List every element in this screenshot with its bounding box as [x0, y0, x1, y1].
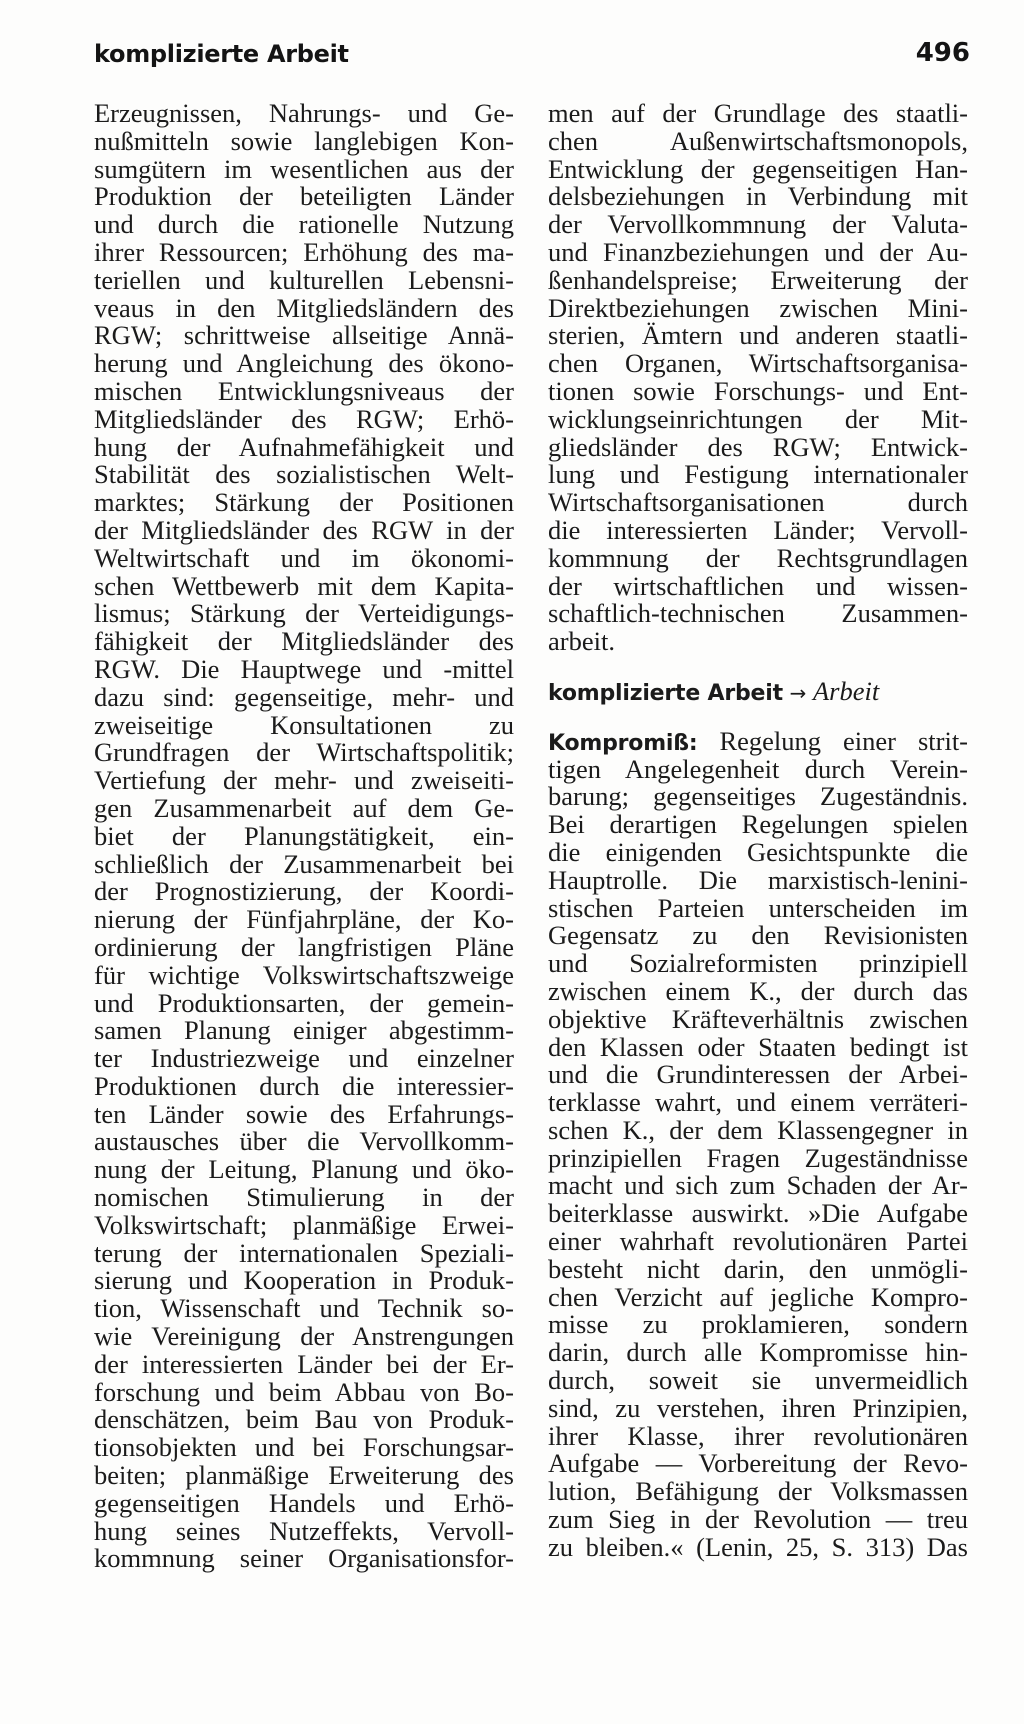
- text-line: Vertiefung der mehr- und zweiseiti-: [94, 765, 514, 796]
- text-line: die einigenden Gesichtspunkte die: [548, 836, 968, 867]
- text-line: Produktion der beteiligten Länder: [94, 181, 514, 212]
- text-line: und Finanzbeziehungen und der Au-: [548, 236, 968, 267]
- text-line: arbeit.: [548, 626, 615, 657]
- text-line: Wirtschaftsorganisationen durch: [548, 487, 968, 518]
- crossref-arrow-icon: →: [789, 680, 807, 705]
- text-line: stischen Parteien unterscheiden im: [548, 892, 968, 923]
- text-line: der Mitgliedsländer des RGW in der: [94, 514, 514, 545]
- text-line: lution, Befähigung der Volksmassen: [548, 1476, 968, 1507]
- text-line: der Vervollkommnung der Valuta-: [548, 209, 968, 240]
- text-line: der interessierten Länder bei der Er-: [94, 1348, 514, 1379]
- text-line: sumgütern im wesentlichen aus der: [94, 153, 514, 184]
- text-line: terung der internationalen Speziali-: [94, 1237, 514, 1268]
- text-line: schen K., der dem Klassengegner in: [548, 1114, 968, 1145]
- text-line: sind, zu verstehen, ihren Prinzipien,: [548, 1392, 968, 1423]
- text-line: Bei derartigen Regelungen spielen: [548, 809, 968, 840]
- text-line: ßenhandelspreise; Erweiterung der: [548, 264, 968, 295]
- text-line: austausches über die Vervollkomm-: [94, 1126, 514, 1157]
- text-line: einer wahrhaft revolutionären Partei: [548, 1226, 968, 1257]
- crossref-term: komplizierte Arbeit: [548, 680, 783, 706]
- text-line: Hauptrolle. Die marxistisch-lenini-: [548, 864, 968, 895]
- text-line: biet der Planungstätigkeit, ein-: [94, 820, 514, 851]
- text-line: gliedsländer des RGW; Entwick-: [548, 431, 968, 462]
- text-line: nußmitteln sowie langlebigen Kon-: [94, 125, 514, 156]
- text-line: zweiseitige Konsultationen zu: [94, 709, 514, 740]
- text-line: barung; gegenseitiges Zugeständnis.: [548, 781, 968, 812]
- page-number: 496: [915, 38, 970, 68]
- text-line: Grundfragen der Wirtschaftspolitik;: [94, 737, 514, 768]
- text-line: Direktbeziehungen zwischen Mini-: [548, 292, 968, 323]
- text-line: darin, durch alle Kompromisse hin-: [548, 1337, 968, 1368]
- text-line: schaftlich-technischen Zusammen-: [548, 598, 968, 629]
- entry-body: [548, 753, 968, 1562]
- text-line: chen Organen, Wirtschaftsorganisa-: [548, 348, 968, 379]
- text-line: RGW; schrittweise allseitige Annä-: [94, 320, 514, 351]
- text-line: tionen sowie Forschungs- und Ent-: [548, 375, 968, 406]
- text-line: sierung und Kooperation in Produk-: [94, 1265, 514, 1296]
- text-line: nierung der Fünfjahrpläne, der Ko-: [94, 904, 514, 935]
- text-line: fähigkeit der Mitgliedsländer des: [94, 626, 514, 657]
- crossref-target[interactable]: Arbeit: [812, 675, 880, 706]
- text-line: objektive Kräfteverhältnis zwischen: [548, 1003, 968, 1034]
- entry-gap: [548, 656, 968, 678]
- text-line: ordinierung der langfristigen Pläne: [94, 931, 514, 962]
- text-line: mischen Entwicklungsniveaus der: [94, 375, 514, 406]
- text-line: terklasse wahrt, und einem verräteri-: [548, 1087, 968, 1118]
- text-line: Entwicklung der gegenseitigen Han-: [548, 153, 968, 184]
- text-line: zum Sieg in der Revolution — treu: [548, 1504, 968, 1535]
- text-line: Gegensatz zu den Revisionisten: [548, 920, 968, 951]
- entry-gap: [548, 706, 968, 728]
- text-line: gen Zusammenarbeit auf dem Ge-: [94, 792, 514, 823]
- text-line: hung der Aufnahmefähigkeit und: [94, 431, 514, 462]
- text-line: nung der Leitung, Planung und öko-: [94, 1154, 514, 1185]
- text-line: men auf der Grundlage des staatli-: [548, 98, 968, 128]
- text-line: für wichtige Volkswirtschaftszweige: [94, 959, 514, 990]
- text-line: und Sozialreformisten prinzipiell: [548, 948, 968, 979]
- text-line: ter Industriezweige und einzelner: [94, 1043, 514, 1074]
- text-line: macht und sich zum Schaden der Ar-: [548, 1170, 968, 1201]
- text-line: RGW. Die Hauptwege und -mittel: [94, 653, 514, 684]
- right-column-continuation: [548, 100, 968, 656]
- text-line: besteht nicht darin, den unmögli-: [548, 1253, 968, 1284]
- text-line: wie Vereinigung der Anstrengungen: [94, 1321, 514, 1352]
- text-line: lismus; Stärkung der Verteidigungs-: [94, 598, 514, 629]
- text-line: Weltwirtschaft und im ökonomi-: [94, 542, 514, 573]
- text-line: durch, soweit sie unvermeidlich: [548, 1365, 968, 1396]
- text-line: Aufgabe — Vorbereitung der Revo-: [548, 1448, 968, 1479]
- text-line: der Prognostizierung, der Koordi-: [94, 876, 514, 907]
- entry-first-line-text: Regelung einer strit-: [719, 725, 969, 756]
- text-line: beiten; planmäßige Erweiterung des: [94, 1460, 514, 1491]
- text-line: ihrer Ressourcen; Erhöhung des ma-: [94, 236, 514, 267]
- text-line: Volkswirtschaft; planmäßige Erwei-: [94, 1209, 514, 1240]
- text-line: chen Außenwirtschaftsmonopols,: [548, 125, 968, 156]
- text-line: gegenseitigen Handels und Erhö-: [94, 1487, 514, 1518]
- text-line: dazu sind: gegenseitige, mehr- und: [94, 681, 514, 712]
- text-line: zwischen einem K., der durch das: [548, 975, 968, 1006]
- text-line: kommnung seiner Organisationsfor-: [94, 1543, 514, 1574]
- text-line: tigen Angelegenheit durch Verein-: [548, 753, 968, 784]
- text-line: prinzipiellen Fragen Zugeständnisse: [548, 1142, 968, 1173]
- text-line: sterien, Ämtern und anderen staatli-: [548, 320, 968, 351]
- text-line: herung und Angleichung des ökono-: [94, 348, 514, 379]
- text-line: marktes; Stärkung der Positionen: [94, 487, 514, 518]
- text-line: der wirtschaftlichen und wissen-: [548, 570, 968, 601]
- right-column: [548, 100, 968, 1562]
- text-line: kommnung der Rechtsgrundlagen: [548, 542, 968, 573]
- text-line: ihrer Klasse, ihrer revolutionären: [548, 1420, 968, 1451]
- crossref-entry: [548, 675, 968, 706]
- running-head-keyword: komplizierte Arbeit: [94, 40, 349, 68]
- text-line: zu bleiben.« (Lenin, 25, S. 313) Das: [548, 1531, 968, 1562]
- text-line: teriellen und kulturellen Lebensni-: [94, 264, 514, 295]
- text-line: denschätzen, beim Bau von Produk-: [94, 1404, 514, 1435]
- entry-term: Kompromiß:: [548, 730, 698, 756]
- text-line: beiterklasse auswirkt. »Die Aufgabe: [548, 1198, 968, 1229]
- text-line: misse zu proklamieren, sondern: [548, 1309, 968, 1340]
- text-line: und Produktionsarten, der gemein-: [94, 987, 514, 1018]
- entry-headline: [548, 725, 969, 756]
- text-line: lung und Festigung internationaler: [548, 459, 968, 490]
- text-line: hung seines Nutzeffekts, Vervoll-: [94, 1515, 514, 1546]
- left-column: [94, 100, 514, 1573]
- text-line: wicklungseinrichtungen der Mit-: [548, 403, 968, 434]
- text-line: und durch die rationelle Nutzung: [94, 209, 514, 240]
- text-line: ten Länder sowie des Erfahrungs-: [94, 1098, 514, 1129]
- text-line: schließlich der Zusammenarbeit bei: [94, 848, 514, 879]
- text-line: delsbeziehungen in Verbindung mit: [548, 181, 968, 212]
- text-line: Produktionen durch die interessier-: [94, 1070, 514, 1101]
- text-line: Erzeugnissen, Nahrungs- und Ge-: [94, 98, 514, 128]
- text-line: Mitgliedsländer des RGW; Erhö-: [94, 403, 514, 434]
- text-line: Stabilität des sozialistischen Welt-: [94, 459, 514, 490]
- text-line: schen Wettbewerb mit dem Kapita-: [94, 570, 514, 601]
- text-line: veaus in den Mitgliedsländern des: [94, 292, 514, 323]
- text-line: chen Verzicht auf jegliche Kompro-: [548, 1281, 968, 1312]
- text-line: tion, Wissenschaft und Technik so-: [94, 1293, 514, 1324]
- text-line: die interessierten Länder; Vervoll-: [548, 514, 968, 545]
- text-line: nomischen Stimulierung in der: [94, 1182, 514, 1213]
- text-line: samen Planung einiger abgestimm-: [94, 1015, 514, 1046]
- text-line: den Klassen oder Staaten bedingt ist: [548, 1031, 968, 1062]
- text-line: und die Grundinteressen der Arbei-: [548, 1059, 968, 1090]
- text-line: forschung und beim Abbau von Bo-: [94, 1376, 514, 1407]
- text-line: tionsobjekten und bei Forschungsar-: [94, 1432, 514, 1463]
